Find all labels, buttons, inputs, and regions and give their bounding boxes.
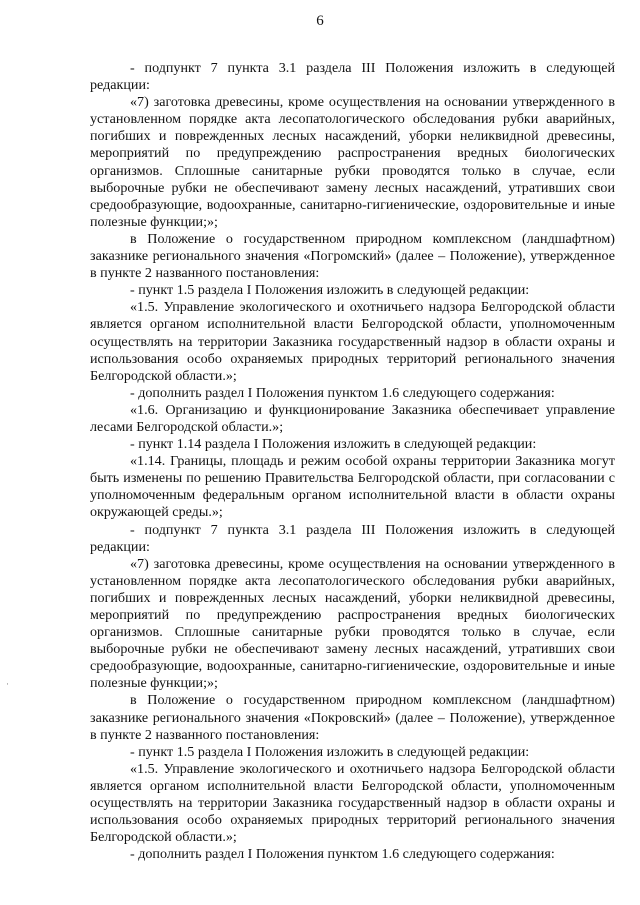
paragraph-15: - дополнить раздел I Положения пунктом 1.6 следующего содержания: bbox=[130, 846, 555, 863]
paragraph-1: - подпункт 7 пункта 3.1 раздела III Положения изложить в следующей редакции: bbox=[90, 60, 615, 94]
paragraph-2: «7) заготовка древесины, кроме осуществления на основании утвержденного в установленном порядке акта лесопатологического обследования рубки аварийных, погибших и поврежденных лесных насаждений, уборки неликвидной древесины, мероприятий по предупреждению распространения вредных биологических организмов. Сплошные санитарные рубки проводятся только в случае, если выборочные рубки не обеспечивают замену лесных насаждений, утративших свои средообразующие, водоохранные, санитарно-гигиенические, оздоровительные и иные полезные функции;»; bbox=[90, 94, 615, 230]
margin-mark: · bbox=[6, 679, 9, 689]
page-number: 6 bbox=[316, 13, 324, 29]
paragraph-5: «1.5. Управление экологического и охотничьего надзора Белгородской области является органом исполнительной власти Белгородской области, уполномоченным осуществлять на территории Заказника государственный надзор в области охраны и использования особо охраняемых природных территорий регионального значения Белгородской области.»; bbox=[90, 299, 615, 384]
paragraph-4: - пункт 1.5 раздела I Положения изложить в следующей редакции: bbox=[130, 282, 530, 299]
document-body bbox=[90, 60, 615, 863]
paragraph-12: в Положение о государственном природном комплексном (ландшафтном) заказнике регионального значения «Покровский» (далее – Положение), утвержденное в пункте 2 названного постановления: bbox=[90, 692, 615, 743]
paragraph-13: - пункт 1.5 раздела I Положения изложить в следующей редакции: bbox=[130, 743, 530, 760]
paragraph-11: «7) заготовка древесины, кроме осуществления на основании утвержденного в установленном порядке акта лесопатологического обследования рубки аварийных, погибших и поврежденных лесных насаждений, уборки неликвидной древесины, мероприятий по предупреждению распространения вредных биологических организмов. Сплошные санитарные рубки проводятся только в случае, если выборочные рубки не обеспечивают замену лесных насаждений, утративших свои средообразующие, водоохранные, санитарно-гигиенические, оздоровительные и иные полезные функции;»; bbox=[90, 555, 615, 692]
paragraph-8: - пункт 1.14 раздела I Положения изложить в следующей редакции: bbox=[130, 436, 537, 453]
paragraph-9: «1.14. Границы, площадь и режим особой охраны территории Заказника могут быть изменены по решению Правительства Белгородской области, при согласовании с уполномоченным федеральным органом исполнительной власти в области охраны окружающей среды.»; bbox=[90, 453, 615, 521]
paragraph-7: «1.6. Организацию и функционирование Заказника обеспечивает управление лесами Белгородской области.»; bbox=[90, 401, 615, 435]
paragraph-6: - дополнить раздел I Положения пунктом 1.6 следующего содержания: bbox=[130, 384, 555, 401]
paragraph-10: - подпункт 7 пункта 3.1 раздела III Положения изложить в следующей редакции: bbox=[90, 521, 615, 555]
paragraph-3: в Положение о государственном природном комплексном (ландшафтном) заказнике регионального значения «Погромский» (далее – Положение), утвержденное в пункте 2 названного постановления: bbox=[90, 230, 615, 282]
paragraph-14: «1.5. Управление экологического и охотничьего надзора Белгородской области является органом исполнительной власти Белгородской области, уполномоченным осуществлять на территории Заказника государственный надзор в области охраны и использования особо охраняемых природных территорий регионального значения Белгородской области.»; bbox=[90, 760, 615, 846]
